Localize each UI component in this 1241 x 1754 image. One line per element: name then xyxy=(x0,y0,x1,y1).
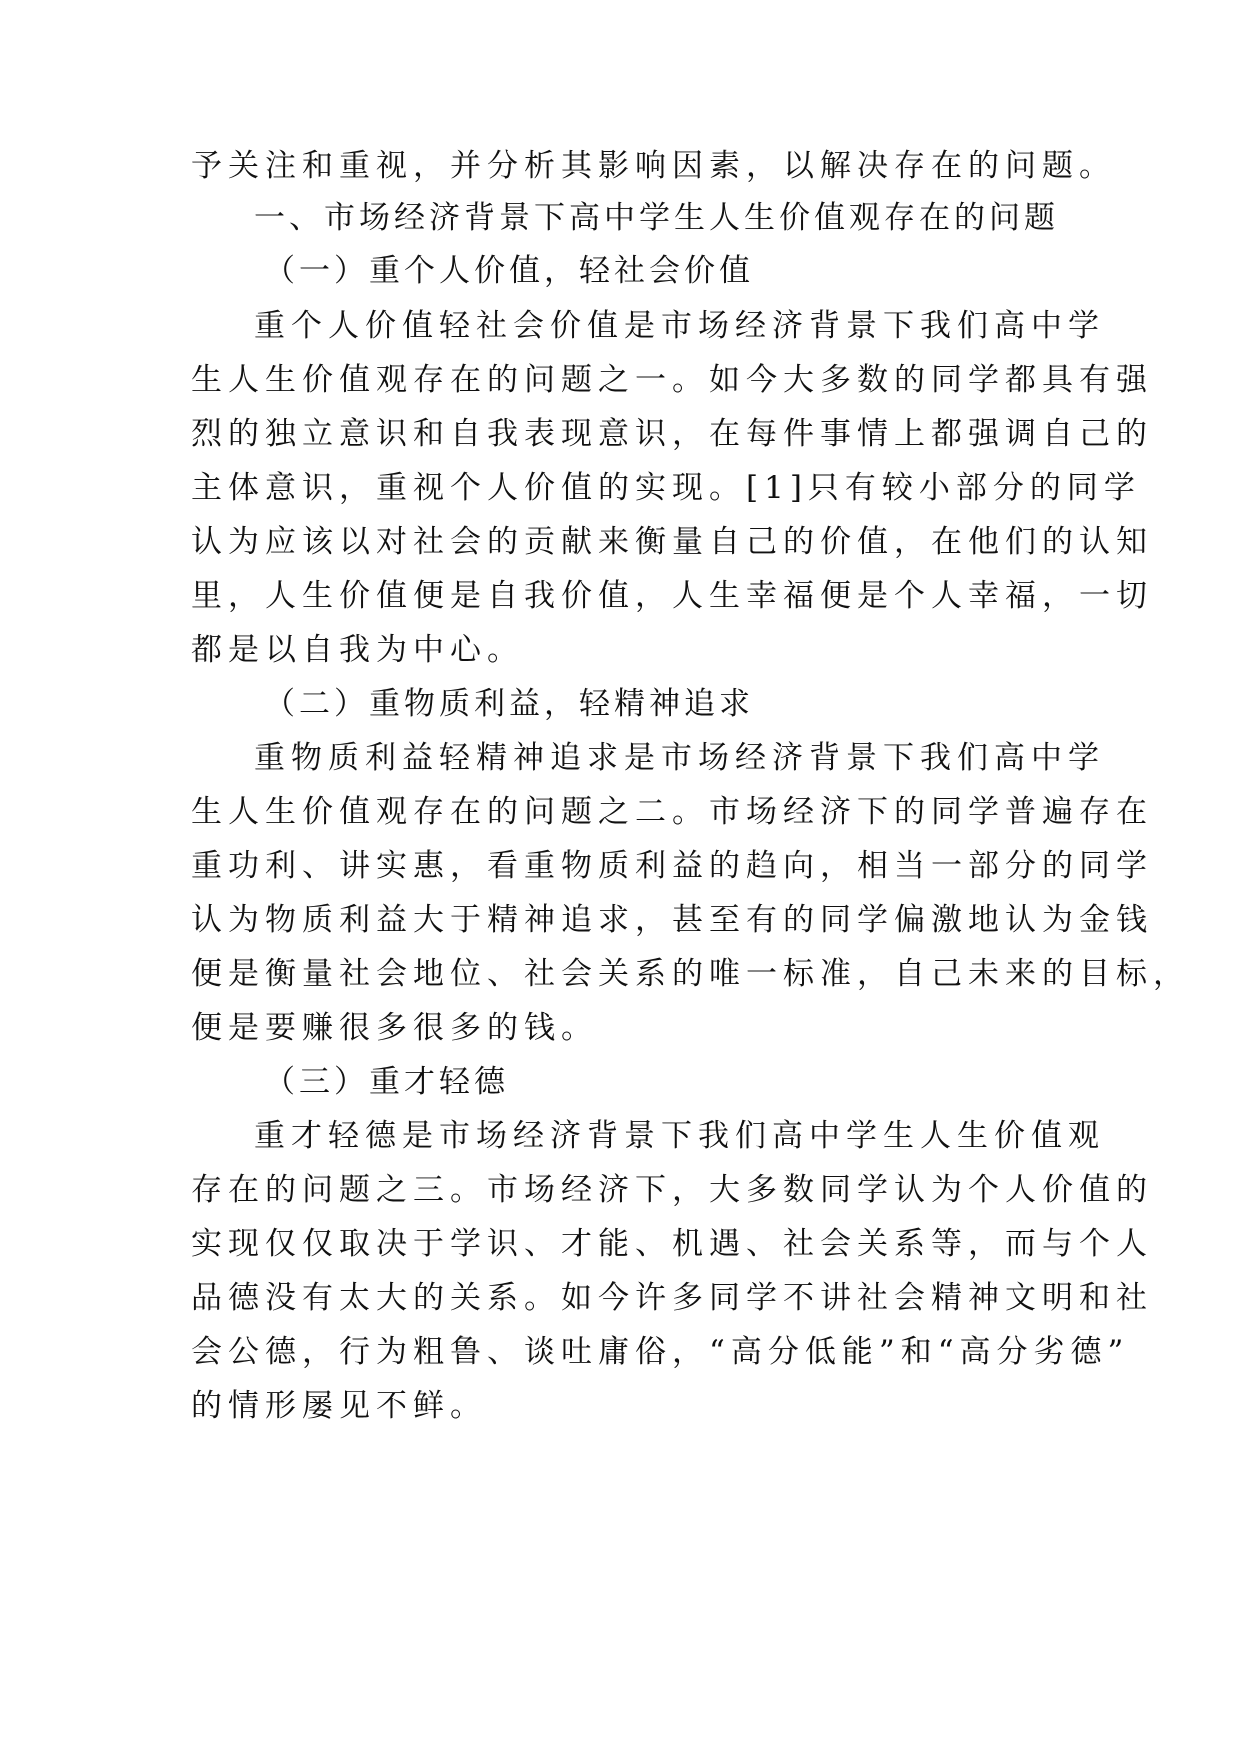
text-line: 实现仅仅取决于学识、才能、机遇、社会关系等，而与个人 xyxy=(191,1226,1153,1262)
text-line: 都是以自我为中心。 xyxy=(191,632,524,668)
paragraph-first-line: 重个人价值轻社会价值是市场经济背景下我们高中学 xyxy=(254,308,1105,344)
text-line: 生人生价值观存在的问题之二。市场经济下的同学普遍存在 xyxy=(191,794,1153,830)
subsection-heading: （三）重才轻德 xyxy=(264,1064,509,1100)
section-heading: 一、市场经济背景下高中学生人生价值观存在的问题 xyxy=(254,200,1059,236)
text-line: 生人生价值观存在的问题之一。如今大多数的同学都具有强 xyxy=(191,362,1153,398)
text-line: 认为应该以对社会的贡献来衡量自己的价值，在他们的认知 xyxy=(191,524,1153,560)
subsection-heading: （一）重个人价值，轻社会价值 xyxy=(264,253,754,289)
subsection-heading: （二）重物质利益，轻精神追求 xyxy=(264,686,754,722)
text-line: 予关注和重视，并分析其影响因素，以解决存在的问题。 xyxy=(191,148,1116,184)
text-line: 认为物质利益大于精神追求，甚至有的同学偏激地认为金钱 xyxy=(191,902,1153,938)
text-line: 烈的独立意识和自我表现意识，在每件事情上都强调自己的 xyxy=(191,416,1153,452)
text-line: 存在的问题之三。市场经济下，大多数同学认为个人价值的 xyxy=(191,1172,1153,1208)
text-line: 重功利、讲实惠，看重物质利益的趋向，相当一部分的同学 xyxy=(191,848,1153,884)
text-line: 便是衡量社会地位、社会关系的唯一标准，自己未来的目标， xyxy=(191,956,1190,992)
text-line: 便是要赚很多很多的钱。 xyxy=(191,1010,598,1046)
text-line: 的情形屡见不鲜。 xyxy=(191,1388,487,1424)
text-line: 里，人生价值便是自我价值，人生幸福便是个人幸福，一切 xyxy=(191,578,1153,614)
text-line: 会公德，行为粗鲁、谈吐庸俗，“高分低能”和“高分劣德” xyxy=(191,1334,1130,1370)
paragraph-first-line: 重物质利益轻精神追求是市场经济背景下我们高中学 xyxy=(254,740,1105,776)
text-line: 主体意识，重视个人价值的实现。[1]只有较小部分的同学 xyxy=(191,470,1141,506)
text-line: 品德没有太大的关系。如今许多同学不讲社会精神文明和社 xyxy=(191,1280,1153,1316)
paragraph-first-line: 重才轻德是市场经济背景下我们高中学生人生价值观 xyxy=(254,1118,1105,1154)
